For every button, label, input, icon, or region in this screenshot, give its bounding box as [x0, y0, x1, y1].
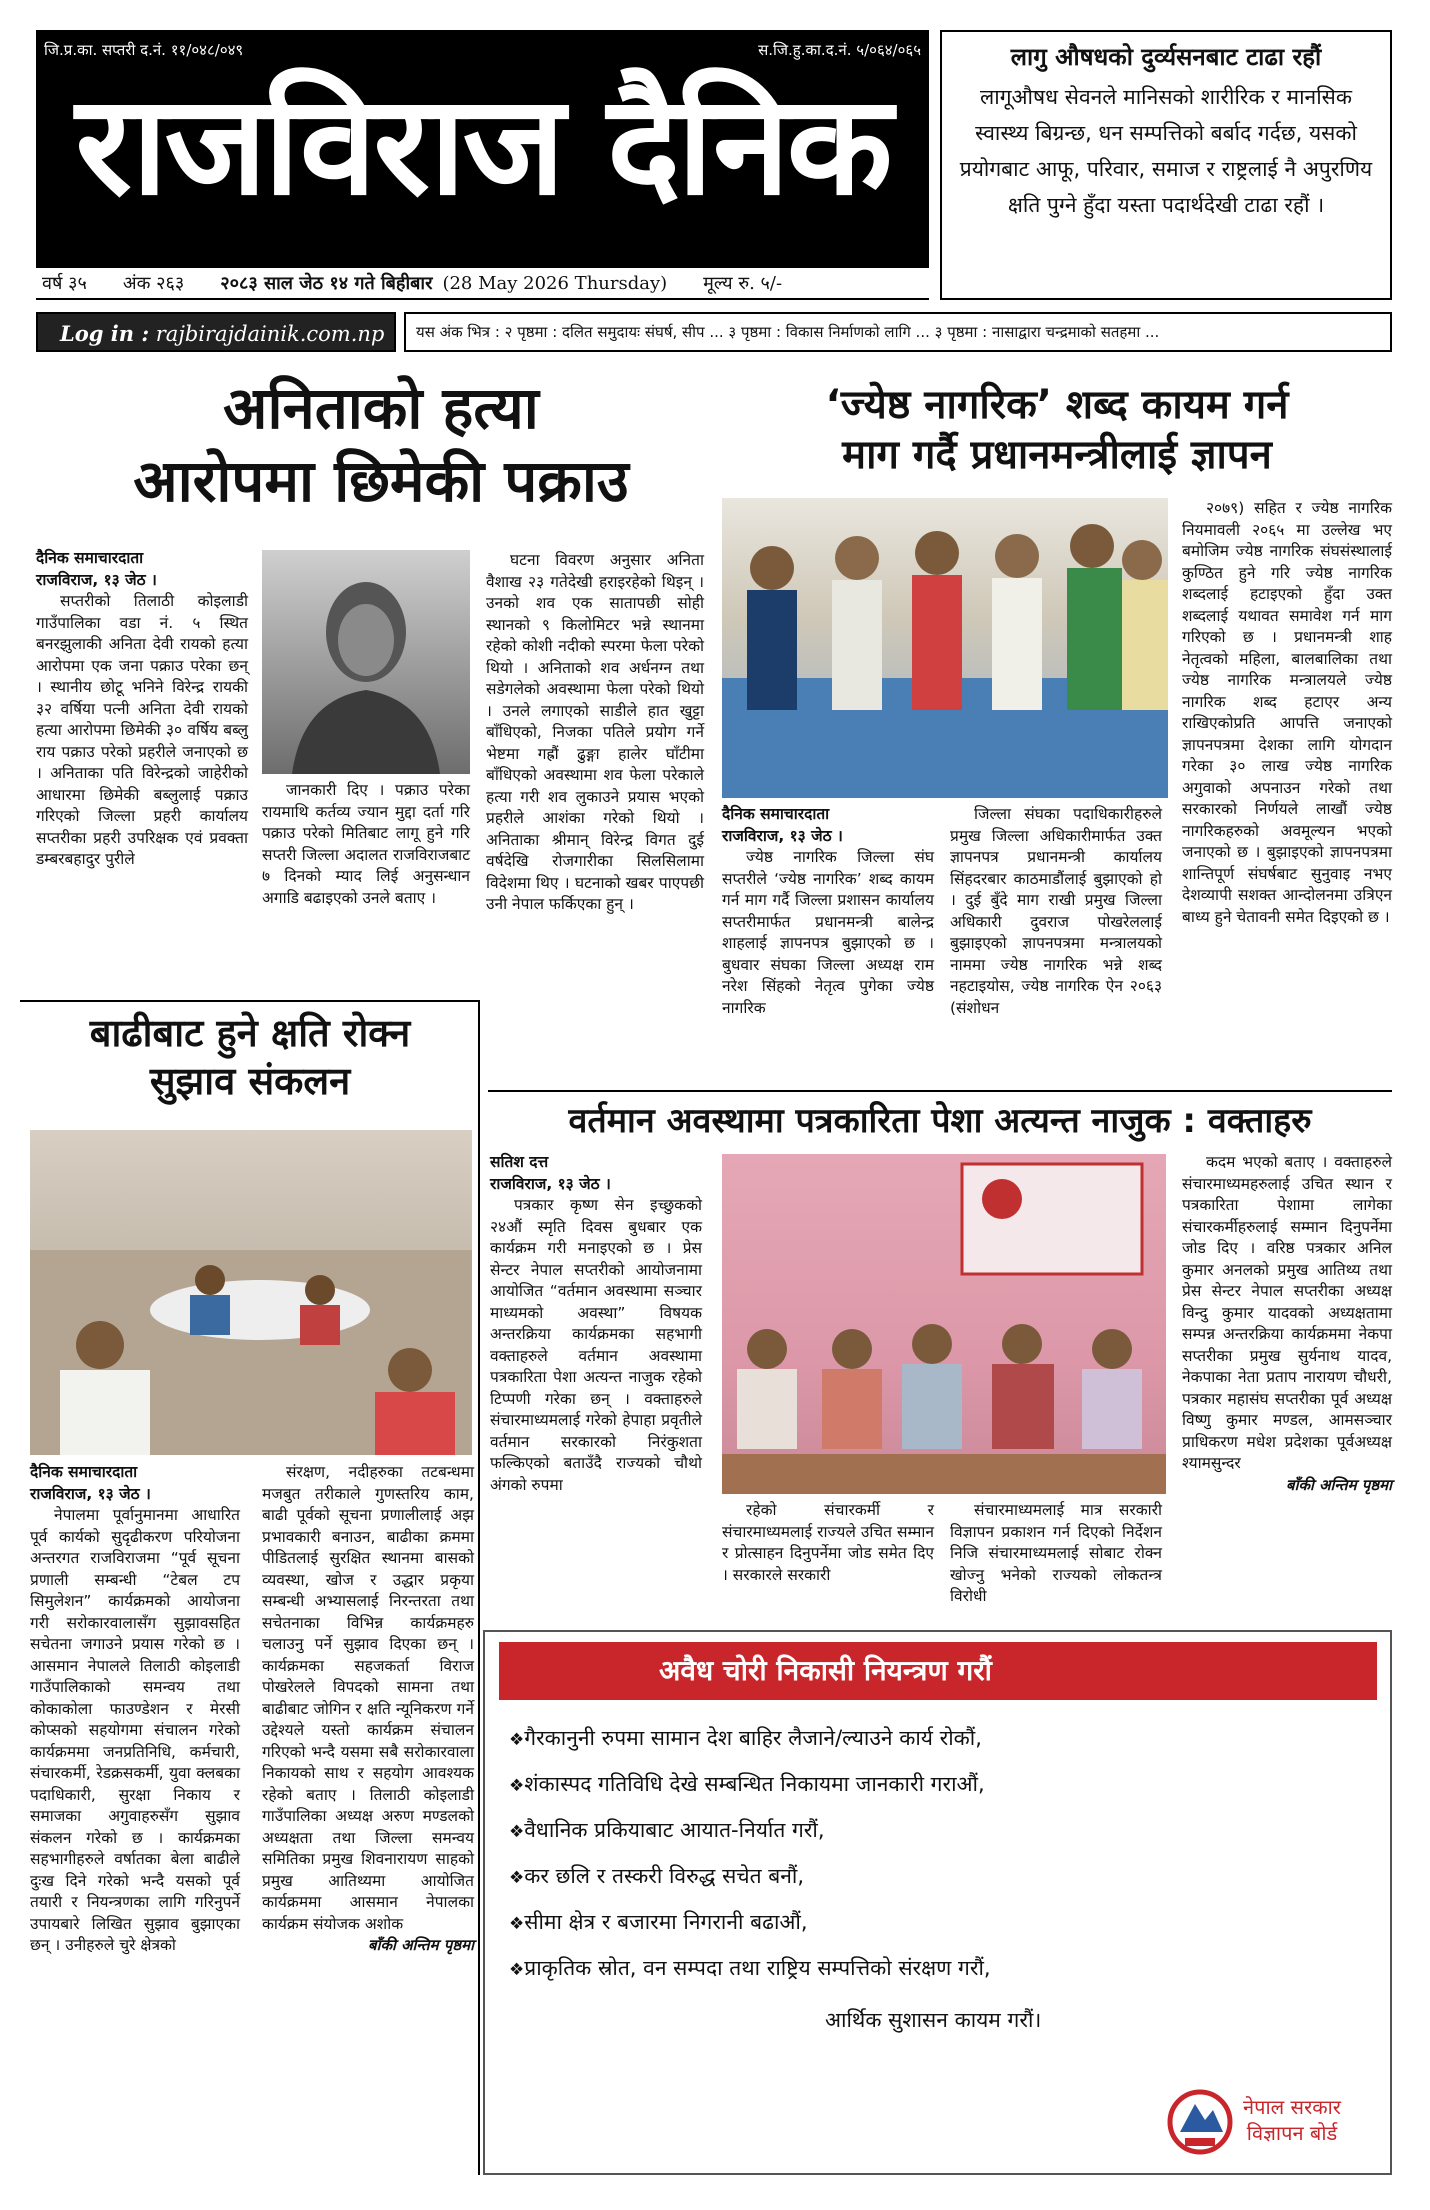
org-line2: विज्ञापन बोर्ड: [1246, 2121, 1338, 2145]
issue-number: अंक २६३: [122, 273, 185, 294]
story2-dateline: राजविराज, १३ जेठ ।: [722, 826, 843, 845]
story4-column2: [722, 1500, 934, 1586]
story1-photo: [262, 550, 470, 774]
date-nepali: २०८३ साल जेठ १४ गते बिहीबार: [220, 273, 433, 294]
advert-item: ❖ सीमा क्षेत्र र बजारमा निगरानी बढाऔं,: [509, 1900, 991, 1946]
login-link[interactable]: [36, 312, 396, 352]
advert-title: अवैध चोरी निकासी नियन्त्रण गरौं: [499, 1642, 1377, 1700]
story2-text2: जिल्ला संघका पदाधिकारीहरुले प्रमुख जिल्ला अधिकारीमार्फत उक्त ज्ञापनपत्र प्रधानमन्त्री कार्यालय सिंहदरबार काठमाडौंलाई बुझाएको हो । दुई बुँदे माग राखी प्रमुख जिल्ला अधिकारी दुवराज पोखरेललाई बुझाइएको ज्ञापनपत्रमा मन्त्रालयको नाममा ज्येष्ठ नागरिक भन्ने शब्द नहटाइयोस, ज्येष्ठ नागरिक ऐन २०६३ (संशोधन: [950, 805, 1162, 1017]
story3-headline: [20, 1010, 480, 1105]
story1-column3: [486, 550, 704, 916]
story3-photo: [30, 1130, 472, 1455]
notice-title: लागु औषधको दुर्व्यसनबाट टाढा रहौं: [1010, 43, 1322, 71]
website-link[interactable]: rajbirajdainik.com.np: [155, 322, 385, 346]
story4-column4: [1182, 1152, 1392, 1496]
story4-text2: रहेको संचारकर्मी र संचारमाध्यमलाई राज्यले उचित सम्मान र प्रोत्साहन दिनुपर्नेमा जोड समेत दिए । सरकारले सरकारी: [722, 1501, 934, 1584]
advert-item: ❖ शंकास्पद गतिविधि देखे सम्बन्धित निकायमा जानकारी गराऔं,: [509, 1762, 991, 1808]
story1-column1: [36, 548, 248, 871]
story4-text1: पत्रकार कृष्ण सेन इच्छुकको २४औं स्मृति दिवस बुधबार एक कार्यक्रम गरी मनाइएको छ । प्रेस सेन्टर नेपाल सप्तरीको आयोजनामा आयोजित “वर्तमान अवस्थामा सञ्चार माध्यमको अवस्था” विषयक अन्तरक्रिया कार्यक्रमका सहभागी वक्ताहरुले वर्तमान अवस्थामा पत्रकारिता पेशा अत्यन्त नाजुक रहेको टिप्पणी गरेका छन् । वक्ताहरुले संचारमाध्यमलाई गरेको हेपाहा प्रवृतीले वर्तमान सरकारको निरंकुशता फल्किएको बताउँदै राज्यको चौथो अंगको रुपमा: [490, 1196, 702, 1494]
story2-headline-line1: ‘ज्येष्ठ नागरिक’ शब्द कायम गर्न: [825, 382, 1289, 428]
story1-column2: [262, 780, 470, 909]
story4-headline-wrap: [488, 1100, 1392, 1143]
story3-text2: संरक्षण, नदीहरुका तटबन्धमा मजबुत तरीकाले गुणस्तरिय काम, बाढी पूर्वको सूचना प्रणालीलाई अझ प्रभावकारी बनाउन, बाढीका क्रममा पीडितलाई सुरक्षित स्थानमा बासको व्यवस्था, खोज र उद्धार प्रकृया सम्बन्धी अभ्यासलाई निरन्तरता तथा सचेतनाका विभिन्न कार्यक्रमहरु चलाउनु पर्ने सुझाव दिएका छन् । कार्यक्रमका सहजकर्ता विराज पोखरेलले विपदको सामना तथा बाढीबाट जोगिन र क्षति न्यूनिकरण गर्ने उद्देश्यले यस्तो कार्यक्रम संचालन गरिएको भन्दै यसमा सबै सरोकारवाला निकायको साथ र सहयोग आवश्यक रहेको बताए । तिलाठी कोइलाडी गाउँपालिका अध्यक्ष अरुण मण्डलको अध्यक्षता तथा जिल्ला समन्वय समितिका प्रमुख शिवनारायण साहको प्रमुख आतिथ्यमा आयोजित कार्यक्रममा आसमान नेपालका कार्यक्रम संयोजक अशोक: [262, 1463, 474, 1933]
story1-headline-line1: अनिताको हत्या: [223, 374, 539, 442]
drug-awareness-notice: [940, 30, 1392, 300]
price: मूल्य रु. ५/-: [703, 273, 783, 294]
story4-text3: संचारमाध्यमलाई मात्र सरकारी विज्ञापन प्रकाशन गर्न दिएको निर्देशन निजि संचारमाध्यमलाई सोबाट रोक्न खोज्नु भनेको राज्यको लोकतन्त्र विरोधी: [950, 1501, 1162, 1605]
story4-text4: कदम भएको बताए । वक्ताहरुले संचारमाध्यमहरुलाई उचित स्थान र पत्रकारिता पेशामा लागेका संचारकर्मीहरुलाई सम्मान दिनुपर्नेमा जोड दिए । वरिष्ठ पत्रकार अनिल कुमार अनलको प्रमुख आतिथ्य तथा प्रेस सेन्टर नेपाल सप्तरीका अध्यक्ष विन्दु कुमार यादवको अध्यक्षतामा सम्पन्न अन्तरक्रिया कार्यक्रममा नेकपा सप्तरीका प्रमुख सुर्यनाथ यादव, नेकपाका नेता प्रताप नारायण चौधरी, पत्रकार महासंघ सप्तरीका पूर्व अध्यक्ष विष्णु कुमार मण्डल, आमसञ्चार प्राधिकरण मधेश प्रदेशका पूर्वअध्यक्ष श्यामसुन्दर: [1182, 1153, 1392, 1472]
story4-photo: [722, 1154, 1166, 1494]
story4-byline: सतिश दत्त: [490, 1153, 549, 1171]
story4-column3: [950, 1500, 1162, 1608]
story1-headline: [36, 372, 726, 517]
story3-column1: [30, 1462, 240, 1957]
advert-item: ❖ वैधानिक प्रकियाबाट आयात-निर्यात गरौं,: [509, 1808, 991, 1854]
story3-text1: नेपालमा पूर्वानुमानमा आधारित पूर्व कार्यको सुदृढीकरण परियोजना अन्तरगत राजविराजमा “पूर्व सूचना प्रणाली सम्बन्धी “टेबल टप सिमुलेशन” कार्यक्रमको आयोजना गरी सरोकारवालासँग सुझावसहित सचेतना जगाउने प्रयास गरेको छ । आसमान नेपालले तिलाठी कोइलाडी गाउँपालिकाको समन्वय तथा कोकाकोला फाउण्डेशन र मेरसी कोप्सको सहयोगमा संचालन गरेको कार्यक्रममा जनप्रतिनिधि, कर्मचारी, संचारकर्मी, रेडक्रसकर्मी, युवा क्लबका पदाधिकारी, सुरक्षा निकाय र समाजका अगुवाहरुसँग सुझाव संकलन गरेको छ । कार्यक्रमका सहभागीहरुले वर्षातका बेला बाढीले दुःख दिने गरेको भन्दै यसको पूर्व तयारी र नियन्त्रणका लागि गरिनुपर्ने उपायबारे लिखित सुझाव बुझाएका छन् । उनीहरुले चुरे क्षेत्रको: [30, 1506, 240, 1954]
advert-list: [509, 1716, 991, 1992]
story2-text1: ज्येष्ठ नागरिक जिल्ला संघ सप्तरीले ‘ज्येष्ठ नागरिक’ शब्द कायम गर्न माग गर्दै जिल्ला प्रशासन कार्यालय सप्तरीमार्फत प्रधानमन्त्री बालेन्द्र शाहलाई ज्ञापनपत्र बुझाएको छ । बुधवार संघका जिल्ला अध्यक्ष राम नरेश सिंहको नेतृत्व पुगेका ज्येष्ठ नागरिक: [722, 848, 934, 1017]
section-divider-right: [488, 1090, 1392, 1092]
story1-text2: जानकारी दिए । पक्राउ परेका रायमाथि कर्तव्य ज्यान मुद्दा दर्ता गरि पक्राउ परेको मितिबाट लागू हुने गरि सप्तरी जिल्ला अदालत राजविराजबाट ७ दिनको म्याद लिई अनुसन्धान अगाडि बढाइएको उनले बताए ।: [262, 781, 470, 907]
story1-headline-line2: आरोपमा छिमेकी पक्राउ: [133, 446, 629, 515]
public-notice-advert: [483, 1630, 1392, 2175]
story1-text1: सप्तरीको तिलाठी कोइलाडी गाउँपालिका वडा नं. ५ स्थित बनरझुलाकी अनिता देवी रायको हत्या आरोपमा एक जना पक्राउ परेका छन् । स्थानीय छोटू भनिने विरेन्द्र रायकी ३२ वर्षिया पत्नी अनिता देवी रायको हत्या आरोपमा छिमेकी ३० वर्षिय बब्लु राय पक्राउ परेको प्रहरीले जनाएको छ । अनिताका पति विरेन्द्रको जाहेरीको आधारमा छिमेकी बब्लुलाई पक्राउ गरिएको जिल्ला प्रहरी कार्यालय सप्तरीका प्रहरी उपरिक्षक एवं प्रवक्ता डम्बरबहादुर पुरीले: [36, 592, 248, 868]
advert-item: ❖ कर छलि र तस्करी विरुद्ध सचेत बनौं,: [509, 1854, 991, 1900]
story2-text3: २०७९) सहित र ज्येष्ठ नागरिक नियमावली २०६५ मा उल्लेख भए बमोजिम ज्येष्ठ नागरिक संघसंस्थालाई कुण्ठित हुने गरि ज्येष्ठ नागरिक शब्दलाई हटाइएको हुँदा उक्त शब्दलाई यथावत समावेश गर्न माग गरिएको छ । प्रधानमन्त्री शाह नेतृत्वको महिला, बालबालिका तथा ज्येष्ठ नागरिक मन्त्रालयले ज्येष्ठ नागरिक शब्द हटाएर अन्य राखिएकोप्रति आपत्ति जनाएको ज्ञापनपत्रमा देशका लागि योगदान गरेका ३० लाख ज्येष्ठ नागरिक अगुवाको अपनाउन गरेको तथा सरकारको निर्णयले लाखौं ज्येष्ठ नागरिकहरुको अवमूल्यन भएको जनाएको छ । बुझाइएको ज्ञापनपत्रमा शान्तिपूर्ण संघर्षबाट सुनुवाइ नभए देशव्यापी सशक्त आन्दोलनमा उत्रिएन बाध्य हुने चेतावनी समेत दिइएको छ ।: [1182, 499, 1392, 926]
story3-continued: बाँकी अन्तिम पृष्ठमा: [368, 1936, 474, 1954]
story4-column1: [490, 1152, 702, 1496]
story2-photo: [722, 498, 1168, 798]
registration-left: जि.प्र.का. सप्तरी द.नं. ११/०४८/०४९: [44, 41, 244, 59]
date-english: (28 May 2026 Thursday): [442, 272, 668, 294]
story4-continued: बाँकी अन्तिम पृष्ठमा: [1286, 1475, 1392, 1494]
issue-info-bar: [36, 268, 929, 298]
story2-column1: [722, 804, 934, 1019]
story2-column3: [1182, 498, 1392, 928]
story1-dateline: राजविराज, १३ जेठ ।: [36, 570, 157, 589]
story2-byline: दैनिक समाचारदाता: [722, 805, 830, 823]
story2-headline: [722, 380, 1392, 480]
story1-byline: दैनिक समाचारदाता: [36, 549, 144, 567]
advert-organisation: [1243, 2094, 1341, 2146]
story2-column2: [950, 804, 1162, 1019]
emblem-icon: [1165, 2082, 1235, 2162]
story3-column2: [262, 1462, 474, 1957]
org-line1: नेपाल सरकार: [1243, 2095, 1341, 2119]
story3-dateline: राजविराज, १३ जेठ ।: [30, 1484, 151, 1503]
registration-right: स.जि.हु.का.द.नं. ५/०६४/०६५: [758, 41, 921, 59]
story3-headline-line1: बाढीबाट हुने क्षति रोक्न: [89, 1011, 411, 1055]
story3-headline-line2: सुझाव संकलन: [149, 1058, 351, 1103]
story1-text3: घटना विवरण अनुसार अनिता वैशाख २३ गतेदेखी हराइरहेको थिइन् । उनको शव एक सातापछी सोही स्थानको ९ किलोमिटर भन्ने स्थानमा रहेको कोशी नदीको स्परमा फेला परेको थियो । अनिताको शव अर्धनग्न तथा सडेगलेको अवस्थामा फेला परेको थियो । उनले लगाएको साडीले हात खुट्टा बाँधिएको, निजका पतिले प्रयोग गर्ने भेष्टमा गह्रौं ढुङ्गा हालेर घाँटीमा बाँधिएको अवस्थामा शव फेला परेकाले हत्या गरी शव लुकाउने प्रयास भएको प्रहरीले आशंका गरेको थियो । अनिताका श्रीमान् विरेन्द्र विगत दुई वर्षदेखि रोजगारीका सिलसिलामा विदेशमा थिए । घटनाको खबर पाएपछी उनी नेपाल फर्किएका हुन् ।: [486, 551, 704, 913]
story4-headline: वर्तमान अवस्थामा पत्रकारिता पेशा अत्यन्त नाजुक : वक्ताहरु: [568, 1101, 1312, 1141]
story3-byline: दैनिक समाचारदाता: [30, 1463, 138, 1481]
masthead: [36, 30, 929, 300]
inside-this-issue: यस अंक भित्र : २ पृष्ठमा : दलित समुदायः संघर्ष, सीप ... ३ पृष्ठमा : विकास निर्माणको लागि ... ३ पृष्ठमा : नासाद्वारा चन्द्रमाको सतहमा ...: [404, 312, 1392, 352]
story4-dateline: राजविराज, १३ जेठ ।: [490, 1174, 611, 1193]
section-divider: [20, 1000, 480, 1002]
volume: वर्ष ३५: [42, 273, 87, 294]
newspaper-title: राजविराज दैनिक: [75, 65, 890, 226]
column-divider: [478, 1000, 480, 2175]
advert-item: ❖ प्राकृतिक स्रोत, वन सम्पदा तथा राष्ट्रिय सम्पत्तिको संरक्षण गरौं,: [509, 1946, 991, 1992]
story2-headline-line2: माग गर्दै प्रधानमन्त्रीलाई ज्ञापन: [842, 432, 1272, 478]
login-label: Log in :: [60, 321, 150, 346]
login-bar: [36, 312, 1392, 352]
notice-body: लागूऔषध सेवनले मानिसको शारीरिक र मानसिक स्वास्थ्य बिग्रन्छ, धन सम्पत्तिको बर्बाद गर्दछ, यसको प्रयोगबाट आफू, परिवार, समाज र राष्ट्रलाई नै अपुरणिय क्षति पुग्ने हुँदा यस्ता पदार्थदेखी टाढा रहौं ।: [959, 85, 1373, 217]
advert-closing: आर्थिक सुशासन कायम गरौं।: [825, 2008, 1042, 2032]
advert-item: ❖ गैरकानुनी रुपमा सामान देश बाहिर लैजाने/ल्याउने कार्य रोकौं,: [509, 1716, 991, 1762]
